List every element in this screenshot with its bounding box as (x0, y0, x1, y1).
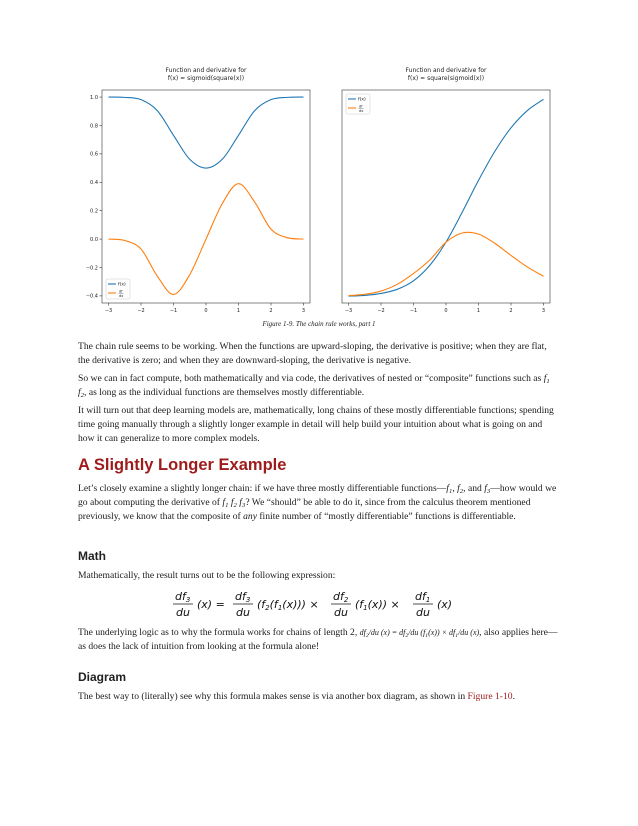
svg-text:df1: df1 (415, 590, 431, 604)
left-chart-legend-label-denominator: dx (119, 294, 124, 299)
right-chart-xtick-label: 0 (444, 308, 448, 314)
equation-chain-length-3 (0, 588, 638, 627)
subheading-math: Math (78, 549, 106, 563)
right-chart-xtick-label: 3 (541, 308, 546, 314)
svg-text:du: du (334, 606, 348, 619)
paragraph-composite: So we can in fact compute, both mathematically and via code, the derivatives of nested or “composite” functions such as $f_1$ $f_2$, as long as the individual functions are themselves mostly differentiable. (78, 373, 550, 399)
left-chart-ytick-label: 0.6 (90, 151, 98, 158)
right-chart-xtick-label: −1 (409, 308, 418, 314)
inline-equation: $df_2/du$ $(x) = df_2/du$ $(f_1(x)) \times df_1/du$ (x) (359, 628, 480, 639)
right-chart-xtick-label: −3 (344, 308, 353, 314)
left-chart-axes-frame (102, 90, 310, 303)
figure-1-9 (0, 0, 638, 318)
svg-text:(f1(x)) ×: (f1(x)) × (355, 598, 400, 612)
left-chart-ytick-label: −0.4 (85, 293, 98, 300)
emphasis-any: any (243, 511, 257, 522)
left-chart-xtick-label: 1 (236, 308, 241, 314)
left-chart-xtick-label: −2 (137, 308, 145, 314)
svg-text:du: du (236, 606, 250, 619)
chart-square-sigmoid (342, 67, 550, 314)
right-chart-legend-label-numerator: df (359, 104, 363, 109)
left-chart-xtick-label: 0 (204, 308, 208, 314)
left-chart-ytick-label: 0.2 (90, 208, 98, 215)
left-chart-ytick-label: −0.2 (85, 265, 98, 272)
left-chart-legend-label: f(x) (118, 282, 126, 288)
left-chart-xtick-label: 2 (269, 308, 273, 314)
svg-text:(f2(f1(x))) ×: (f2(f1(x))) × (257, 598, 319, 612)
right-chart-series-fx-line (349, 99, 544, 296)
svg-text:df3: df3 (235, 590, 251, 604)
svg-text:df2: df2 (333, 590, 349, 604)
right-chart-xtick-label: 2 (509, 308, 513, 314)
left-chart-series-fx-line (109, 97, 304, 168)
right-chart-title-line-0: Function and derivative for (405, 67, 487, 74)
left-chart-title-line-1: f(x) = sigmoid(square(x)) (167, 75, 245, 82)
inline-three-functions: $f_1$ (446, 483, 453, 495)
right-chart-xtick-label: 1 (476, 308, 481, 314)
inline-f1f2: $f_1$ $f_2$ (78, 373, 550, 399)
left-chart-series-dfdx-line (109, 184, 304, 295)
right-chart-xtick-label: −2 (377, 308, 385, 314)
figure-1-10-link[interactable]: Figure 1-10 (467, 691, 513, 702)
left-chart-title-line-0: Function and derivative for (165, 67, 247, 74)
left-chart-ytick-label: 0.0 (90, 236, 98, 243)
left-chart-xtick-label: −1 (169, 308, 178, 314)
right-chart-legend-label: f(x) (358, 97, 366, 103)
paragraph-deep-learning: It will turn out that deep learning models are, mathematically, long chains of these mostly differentiable functions; spending time going manually through a slightly longer example in detail will help build your intuition about what is going on and how it can generalize to more complex models. (78, 405, 554, 444)
left-chart-ytick-label: 0.8 (90, 123, 98, 130)
svg-text:(x) =: (x) = (197, 598, 225, 611)
right-chart-axes-frame (342, 90, 550, 303)
paragraph-box-diagram: The best way to (literally) see why this formula makes sense is via another box diagram, as shown in Figure 1-10. (78, 691, 515, 702)
section-heading: A Slightly Longer Example (78, 456, 287, 474)
svg-text:du: du (176, 606, 190, 619)
paragraph-underlying-logic: The underlying logic as to why the formula works for chains of length 2, $df_2/du$ $(x) = df_2/du$ $(f_1(x)) \times df_1/du$ (x), also applies here—as does the lack of intuition from looking at the formula alone! (78, 627, 558, 652)
chart-sigmoid-square (86, 67, 310, 314)
svg-text:(x): (x) (437, 598, 453, 611)
left-chart-xtick-label: 3 (301, 308, 306, 314)
svg-text:du: du (416, 606, 430, 619)
right-chart-legend-label-denominator: dx (359, 109, 364, 114)
inline-f1f2f3: $f_1$ $f_2$ $f_3$ (222, 497, 246, 509)
right-chart-title-line-1: f(x) = square(sigmoid(x)) (407, 75, 485, 82)
right-chart-series-dfdx-line (349, 232, 544, 295)
paragraph-chain-rule-works: The chain rule seems to be working. When the functions are upward-sloping, the derivative is positive; when they are flat, the derivative is zero; and when they are downward-sloping, the derivative is negative. (78, 341, 547, 366)
left-chart-xtick-label: −3 (104, 308, 113, 314)
paragraph-expression: Mathematically, the result turns out to be the following expression: (78, 570, 336, 581)
left-chart-legend-label-numerator: df (119, 289, 123, 294)
figure-caption: Figure 1-9. The chain rule works, part 1 (262, 320, 376, 328)
paragraph-longer-chain: Let’s closely examine a slightly longer chain: if we have three mostly differentiable $functions—f_1$, $f_2$, and $f_3—how$ would we go about computing the derivative of $f_1$ $f_2$ $f_3$? We “should” be able to do it, since from the calculus theorem mentioned previously, we know that the composite of any finite number of “mostly differentiable” functions is differentiable. (78, 483, 557, 522)
svg-text:df3: df3 (175, 590, 191, 604)
subheading-diagram: Diagram (78, 670, 127, 684)
left-chart-ytick-label: 0.4 (90, 180, 98, 187)
left-chart-ytick-label: 1.0 (90, 94, 98, 101)
